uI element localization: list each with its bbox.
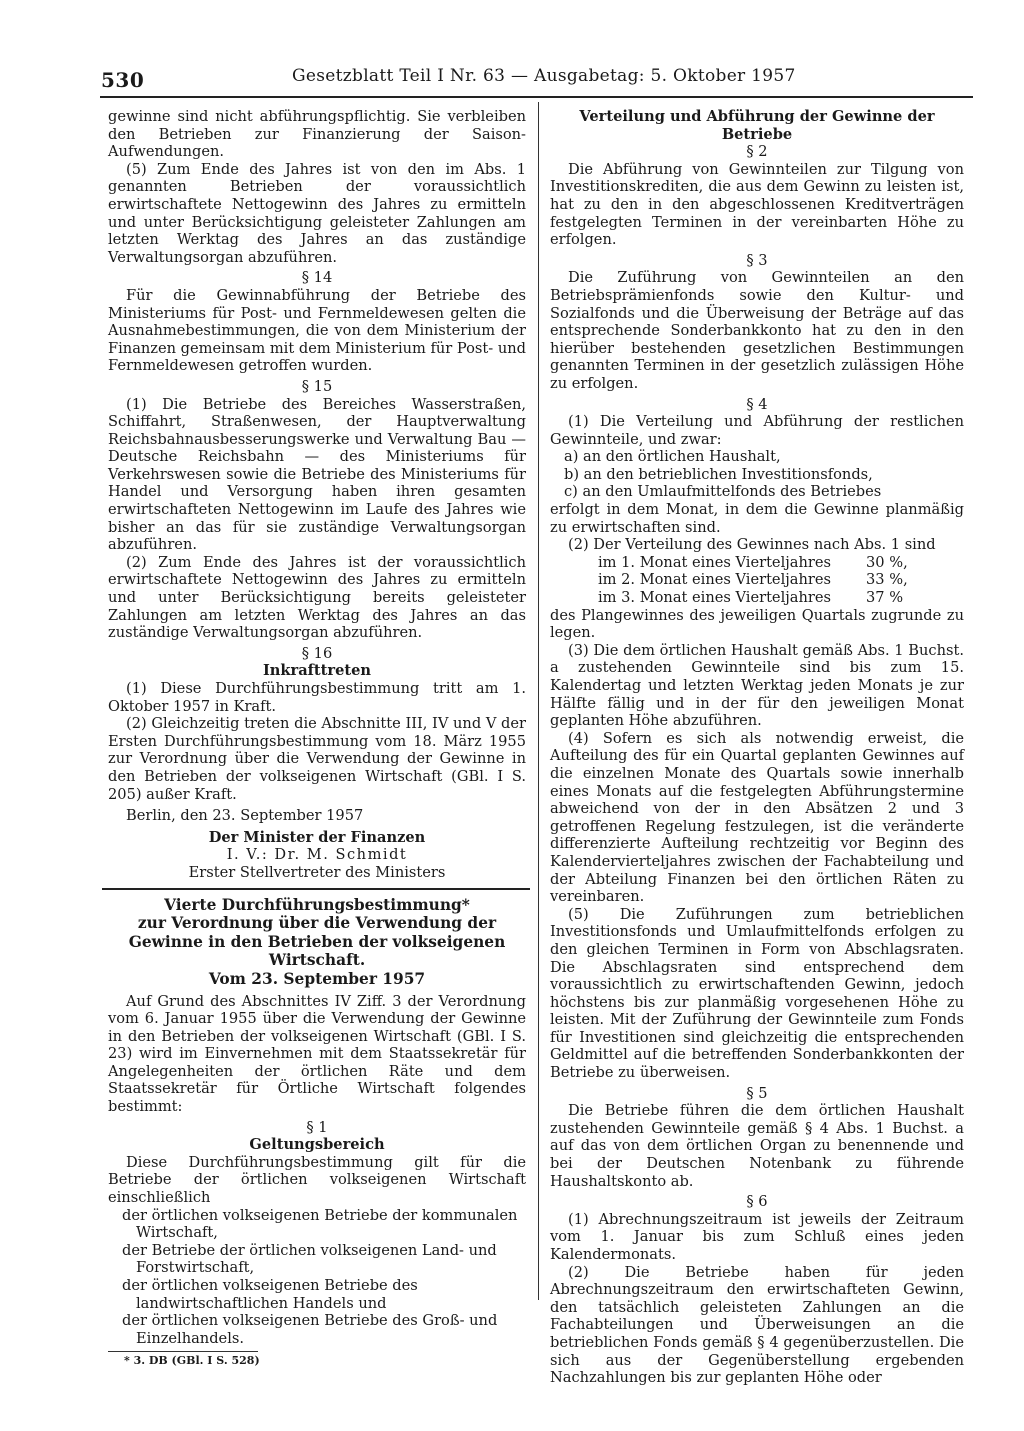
paragraph: (2) Gleichzeitig treten die Abschnitte III, IV und V der Ersten Durchführungsbestimmung vom 18. März 1955 zur Verordnung über die Verwendung der Gewinne in den Betrieben der volkseigenen Wirtschaft (GBl. I S. 205) außer Kraft.: [108, 715, 526, 803]
list-item: a) an den örtlichen Haushalt,: [564, 448, 781, 466]
section-heading: § 16: [301, 644, 333, 662]
section-title: Inkrafttreten: [262, 662, 372, 680]
section-heading: § 2: [746, 143, 768, 161]
list-item: der Betriebe der örtlichen volkseigenen Land- und Forstwirtschaft,: [122, 1241, 497, 1277]
paragraph: (1) Die Verteilung und Abführung der restlichen Gewinnteile, und zwar:: [550, 413, 964, 448]
scope-list: [108, 1207, 526, 1348]
paragraph: (1) Abrechnungszeitraum ist jeweils der Zeitraum vom 1. Januar bis zum Schluß eines jeden Kalendermonats.: [550, 1210, 964, 1263]
paragraph: (1) Die Betriebe des Bereiches Wasserstraßen, Schiffahrt, Straßenwesen, der Hauptverwaltung Reichsbahnausbesserungswerke und Verwaltung Bau — Deutsche Reichsbahn — des Ministeriums für Verkehrswesen sowie die Betriebe des Ministeriums für Handel und Versorgung haben ihren gesamten erwirtschafteten Nettogewinn im Laufe des Jahres wie bisher an das für sie zuständige Verwaltungsorgan abzuführen.: [108, 395, 526, 554]
paragraph: (2) Zum Ende des Jahres ist der voraussichtlich erwirtschaftete Nettogewinn des Jahres zu ermitteln und unter Berücksichtigung bereits geleisteter Zahlungen am letzten Werktag des Jahres an das zuständige Verwaltungsorgan abzuführen.: [108, 553, 526, 642]
paragraph: erfolgt in dem Monat, in dem die Gewinne planmäßig zu erwirtschaften sind.: [550, 501, 964, 536]
section-heading: § 6: [746, 1193, 768, 1211]
paragraph: (4) Sofern es sich als notwendig erweist, die Aufteilung des für ein Quartal geplanten Gewinnes auf die einzelnen Monate des Quartals sowie innerhalb eines Monats auf die festgelegten Abführungstermine abweichend von der in den Absätzen 2 und 3 getroffenen Regelung festzulegen, ist die veränderte differenzierte Aufteilung rechtzeitig vor Beginn des Kalendervierteljahres zwischen der Fachabteilung und der Abteilung Finanzen bei den örtlichen Räten zu vereinbaren.: [550, 729, 964, 906]
document-headline: Vierte Durchführungsbestimmung*: [164, 895, 470, 914]
paragraph: Die Abführung von Gewinnteilen zur Tilgung von Investitionskrediten, die aus dem Gewinn zu leisten ist, hat zu den in den abgeschlossenen Kreditverträgen festgelegten Terminen in der vereinbarten Höhe zu erfolgen.: [550, 160, 964, 249]
header-rule: [100, 96, 973, 98]
paragraph: gewinne sind nicht abführungspflichtig. Sie verbleiben den Betrieben zur Finanzierung der Saison-Aufwendungen.: [108, 108, 526, 161]
paragraph: des Plangewinnes des jeweiligen Quartals zugrunde zu legen.: [550, 606, 964, 642]
paragraph: Die Zuführung von Gewinnteilen an den Betriebsprämienfonds sowie den Kultur- und Sozialfonds und die Überweisung der Beträge auf das entsprechende Sonderbankkonto hat zu den in den hierüber bestehenden gesetzlichen Bestimmungen genannten Terminen in der gesetzlich zulässigen Höhe zu erfolgen.: [550, 269, 964, 392]
page-number: 530: [101, 68, 145, 92]
rate-value: 37 %: [866, 589, 904, 607]
rate-row: [550, 571, 964, 589]
paragraph: (5) Die Zuführungen zum betrieblichen Investitionsfonds und Umlaufmittelfonds erfolgen zu den gleichen Terminen in Form von Abschlagsraten. Die Abschlagsraten sind entsprechend dem voraussichtlich zu erwirtschaftenden Gewinn, jedoch höchstens bis zur planmäßig vorgesehenen Höhe zu leisten. Mit der Zuführung der Gewinnteile zum Fonds für Investitionen sind gleichzeitig die entsprechenden Geldmittel auf die betreffenden Sonderbankkonten der Betriebe zu überweisen.: [550, 905, 964, 1082]
right-column: [550, 108, 964, 1387]
preamble: Auf Grund des Abschnittes IV Ziff. 3 der Verordnung vom 6. Januar 1955 über die Verwendung der Gewinne in den Betrieben der volkseigenen Wirtschaft (GBl. I S. 23) wird im Einvernehmen mit dem Staatssekretär für Angelegenheiten der örtlichen Räte und dem Staatssekretär für Örtliche Wirtschaft folgendes bestimmt:: [108, 992, 526, 1116]
paragraph: (2) Der Verteilung des Gewinnes nach Abs. 1 sind: [568, 536, 936, 554]
list-item: b) an den betrieblichen Investitionsfonds,: [564, 465, 873, 483]
section-rule: [102, 888, 530, 890]
paragraph: Diese Durchführungsbestimmung gilt für die Betriebe der örtlichen volkseigenen Wirtschaft einschließlich: [108, 1153, 526, 1207]
section-heading: § 5: [746, 1084, 768, 1102]
section-heading: § 14: [301, 269, 333, 287]
distribution-list: [550, 448, 964, 501]
rate-label: im 2. Monat eines Vierteljahres: [598, 571, 831, 589]
place-date: Berlin, den 23. September 1957: [126, 807, 364, 825]
footnote-rule: [108, 1351, 258, 1352]
section-heading: § 4: [746, 395, 768, 413]
paragraph: Für die Gewinnabführung der Betriebe des Ministeriums für Post- und Fernmeldewesen gelten die Ausnahmebestimmungen, die von dem Ministerium der Finanzen gemeinsam mit dem Ministerium für Post- und Fernmeldewesen getroffen wurden.: [108, 286, 526, 375]
paragraph: (2) Die Betriebe haben für jeden Abrechnungszeitraum den erwirtschafteten Gewinn, den tatsächlich geleisteten Zahlungen an die Fachabteilungen und Überweisungen an die betrieblichen Fonds gemäß § 4 gegenüberzustellen. Die sich aus der Gegenüberstellung ergebenden Nachzahlungen bis zur geplanten Höhe oder: [550, 1263, 964, 1387]
rate-label: im 3. Monat eines Vierteljahres: [598, 589, 831, 607]
list-item: der örtlichen volkseigenen Betriebe der kommunalen Wirtschaft,: [122, 1206, 518, 1242]
rate-label: im 1. Monat eines Vierteljahres: [598, 553, 831, 571]
section-title: Geltungsbereich: [249, 1136, 385, 1154]
rate-table: [550, 554, 964, 607]
rate-row: [550, 589, 964, 607]
section-heading: § 3: [746, 251, 768, 269]
paragraph: Die Betriebe führen die dem örtlichen Haushalt zustehenden Gewinnteile gemäß § 4 Abs. 1 Buchst. a auf das von dem örtlichen Organ zu benennende und bei der Deutschen Notenbank zu führende Haushaltskonto ab.: [550, 1102, 964, 1190]
column-divider: [538, 102, 539, 1300]
signer-office: Der Minister der Finanzen: [208, 828, 426, 846]
rate-value: 30 %,: [866, 553, 908, 571]
section-title: Verteilung und Abführung der Gewinne der Betriebe: [579, 108, 935, 143]
rate-row: [550, 554, 964, 572]
document-subheadline: zur Verordnung über die Verwendung der Gewinne in den Betrieben der volkseigenen Wirtschaft.: [128, 914, 506, 970]
list-item: der örtlichen volkseigenen Betriebe des landwirtschaftlichen Handels und: [122, 1277, 418, 1312]
section-heading: § 15: [301, 377, 333, 395]
list-item: der örtlichen volkseigenen Betriebe des Groß- und Einzelhandels.: [122, 1312, 498, 1347]
paragraph: (5) Zum Ende des Jahres ist von den im Abs. 1 genannten Betrieben der voraussichtlich erwirtschaftete Nettogewinn des Jahres zu ermitteln und unter Berücksichtigung geleisteter Zahlungen am letzten Werktag des Jahres an das zuständige Verwaltungsorgan abzuführen.: [108, 160, 526, 266]
running-header: Gesetzblatt Teil I Nr. 63 — Ausgabetag: 5. Oktober 1957: [292, 66, 796, 86]
paragraph: (3) Die dem örtlichen Haushalt gemäß Abs. 1 Buchst. a zustehenden Gewinnteile sind bis zum 15. Kalendertag und letzten Werktag jeden Monats je zur Hälfte fällig und in der für den jeweiligen Monat geplanten Höhe abzuführen.: [550, 641, 964, 730]
left-column: [108, 108, 526, 1368]
document-date: Vom 23. September 1957: [208, 969, 426, 988]
rate-value: 33 %,: [866, 571, 908, 589]
signer-role: Erster Stellvertreter des Ministers: [188, 863, 446, 881]
section-heading: § 1: [306, 1118, 328, 1136]
footnote: * 3. DB (GBl. I S. 528): [124, 1354, 260, 1368]
list-item: c) an den Umlaufmittelfonds des Betriebes: [564, 483, 882, 501]
signer-name: I. V.: Dr. M. Schmidt: [226, 846, 408, 864]
paragraph: (1) Diese Durchführungsbestimmung tritt am 1. Oktober 1957 in Kraft.: [108, 680, 526, 715]
